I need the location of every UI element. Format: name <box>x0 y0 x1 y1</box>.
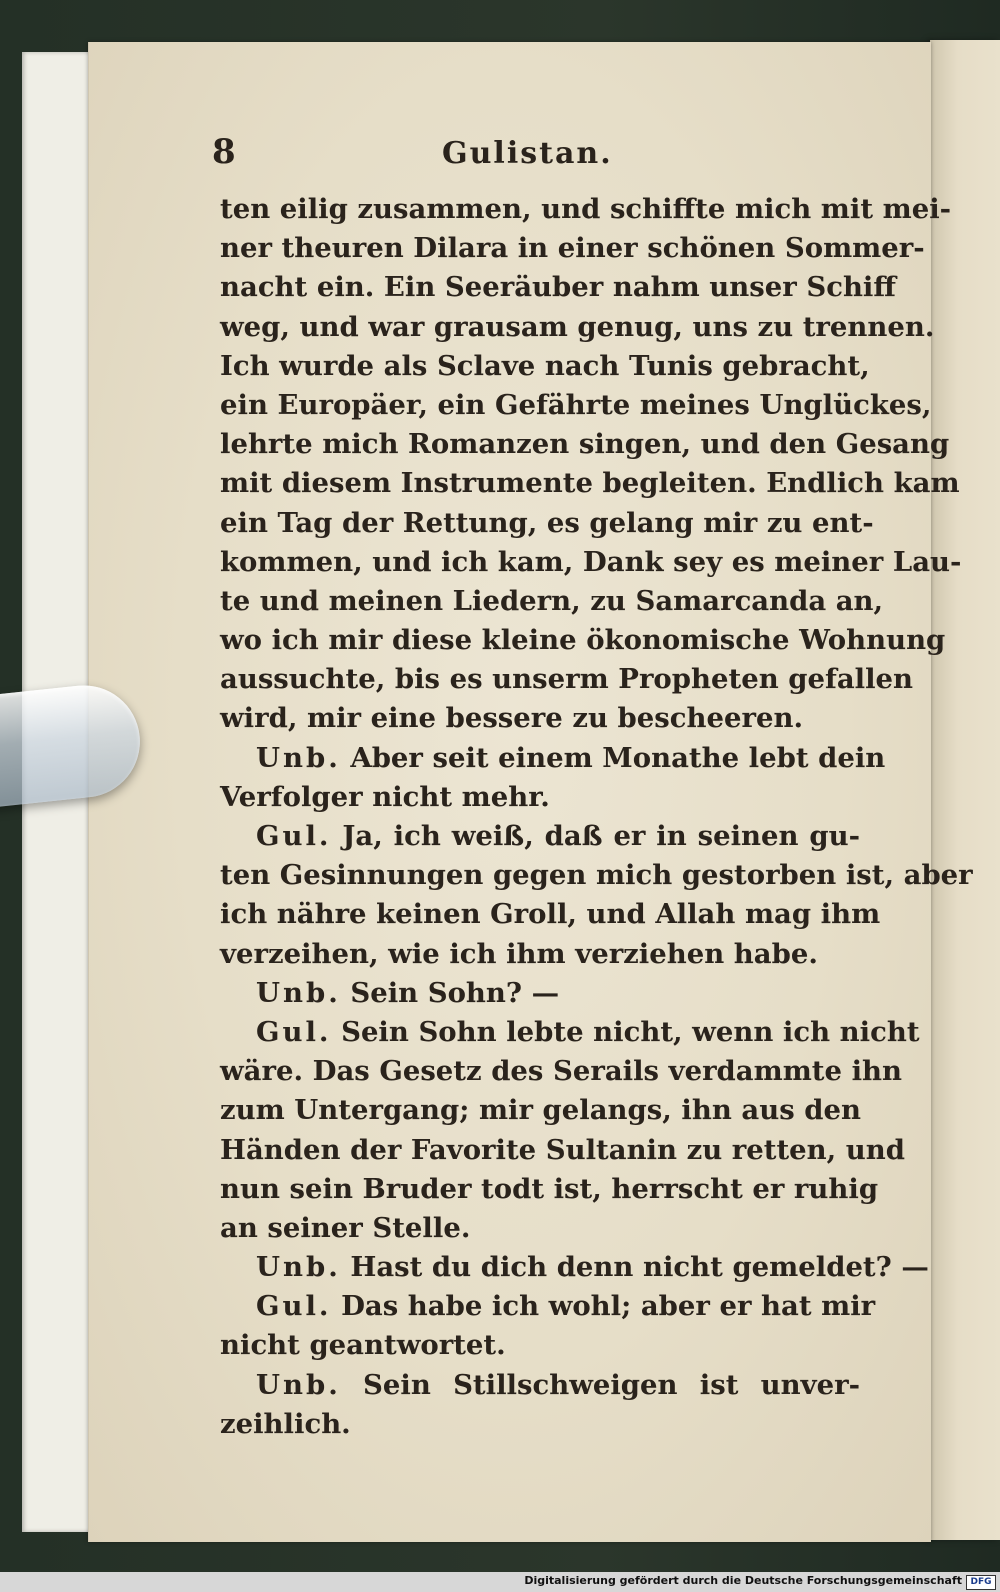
text-line: zum Untergang; mir gelangs, ihn aus den <box>220 1094 861 1127</box>
speaker-label: Unb. <box>256 1251 341 1284</box>
text-line: Ich wurde als Sclave nach Tunis gebracht, <box>220 349 870 382</box>
dialogue-line: Gul. Sein Sohn lebte nicht, wenn ich nicht <box>256 1015 920 1048</box>
text-line: ten Gesinnungen gegen mich gestorben ist, aber <box>220 859 973 892</box>
text-line: wäre. Das Gesetz des Serails verdammte ihn <box>220 1055 903 1088</box>
page-number: 8 <box>212 132 236 172</box>
text-line: mit diesem Instrumente begleiten. Endlich kam <box>220 467 960 500</box>
speaker-label: Gul. <box>256 1015 332 1048</box>
text-line: lehrte mich Romanzen singen, und den Gesang <box>220 428 950 461</box>
text-line: wird, mir eine bessere zu bescheeren. <box>220 702 804 735</box>
footer-bar <box>0 1572 1000 1592</box>
dialogue-line: Gul. Ja, ich weiß, daß er in seinen gu- <box>256 820 861 852</box>
text-line: ner theuren Dilara in einer schönen Sommer- <box>220 232 925 265</box>
facing-page-edge <box>930 40 1000 1540</box>
running-head: Gulistan. <box>442 136 613 171</box>
text-line: Händen der Favorite Sultanin zu retten, und <box>220 1133 906 1166</box>
dialogue-line: Unb. Sein Stillschweigen ist unver- <box>256 1368 860 1401</box>
text-line: aussuchte, bis es unserm Propheten gefallen <box>220 663 914 696</box>
text-line: ein Tag der Rettung, es gelang mir zu ent- <box>220 506 874 539</box>
text-line: nun sein Bruder todt ist, herrscht er ruhig <box>220 1172 879 1205</box>
dialogue-line: Gul. Das habe ich wohl; aber er hat mir <box>256 1290 876 1323</box>
dialogue-line: Unb. Aber seit einem Monathe lebt dein <box>256 741 886 774</box>
text-line: Verfolger nicht mehr. <box>220 780 550 813</box>
speaker-label: Unb. <box>256 976 341 1009</box>
page-header <box>212 130 852 180</box>
text-line: wo ich mir diese kleine ökonomische Wohnung <box>220 624 946 657</box>
dfg-logo: DFG <box>966 1575 996 1590</box>
dialogue-line: Unb. Sein Sohn? — <box>256 976 560 1009</box>
funding-credit: Digitalisierung gefördert durch die Deutsche Forschungsgemeinschaft <box>524 1574 962 1587</box>
text-line: kommen, und ich kam, Dank sey es meiner Lau- <box>220 545 962 578</box>
body-text <box>220 190 973 1444</box>
speaker-label: Gul. <box>256 1290 332 1323</box>
text-line: ten eilig zusammen, und schiffte mich mit mei- <box>220 193 952 225</box>
text-line: nacht ein. Ein Seeräuber nahm unser Schiff <box>220 271 896 304</box>
text-line: ein Europäer, ein Gefährte meines Unglückes, <box>220 388 932 421</box>
speaker-label: Gul. <box>256 820 332 852</box>
dialogue-line: Unb. Hast du dich denn nicht gemeldet? — <box>256 1251 929 1284</box>
speaker-label: Unb. <box>256 741 341 774</box>
text-line: ich nähre keinen Groll, und Allah mag ihm <box>220 898 881 931</box>
text-line: verzeihen, wie ich ihm verziehen habe. <box>220 937 818 970</box>
text-line: an seiner Stelle. <box>220 1211 471 1244</box>
speaker-label: Unb. <box>256 1368 341 1401</box>
text-line: nicht geantwortet. <box>220 1329 506 1362</box>
text-line: zeihlich. <box>220 1407 351 1440</box>
text-line: weg, und war grausam genug, uns zu trennen. <box>220 310 935 343</box>
text-line: te und meinen Liedern, zu Samarcanda an, <box>220 584 884 617</box>
